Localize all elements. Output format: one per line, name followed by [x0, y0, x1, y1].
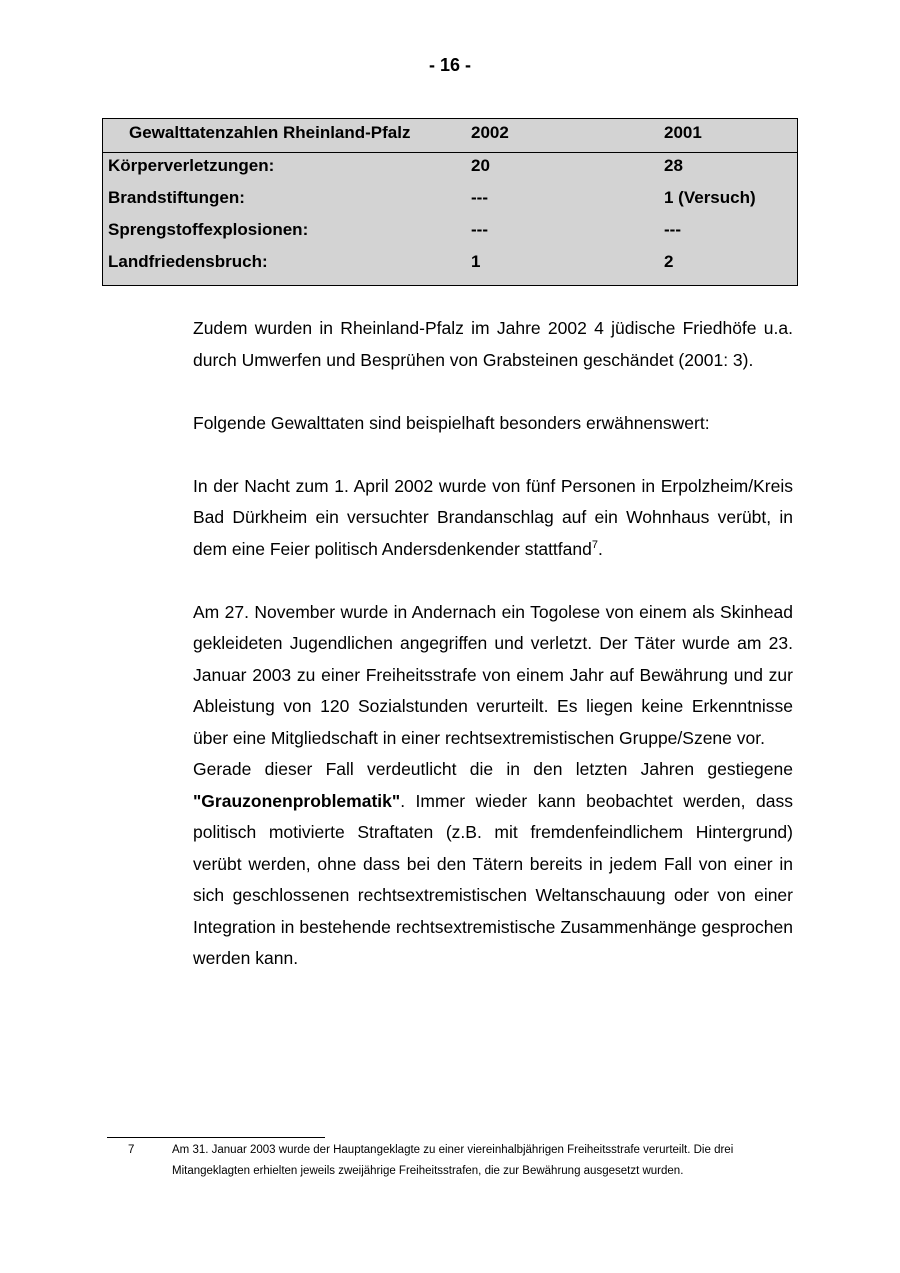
- paragraph-arson-end: .: [597, 538, 603, 559]
- table-row: [103, 249, 797, 281]
- table-header-title: Gewalttatenzahlen Rheinland-Pfalz: [129, 123, 411, 142]
- row-label: Sprengstoffexplosionen:: [108, 220, 309, 239]
- table-header-2001: 2001: [664, 123, 702, 142]
- row-value-2001: 1 (Versuch): [664, 188, 756, 207]
- paragraph-arson-case: [193, 471, 793, 566]
- paragraph-intro-cases: Folgende Gewalttaten sind beispielhaft besonders erwähnenswert:: [193, 412, 710, 433]
- paragraph-cemeteries: Zudem wurden in Rheinland-Pfalz im Jahre 2002 4 jüdische Friedhöfe u.a. durch Umwerfen und Besprühen von Grabsteinen geschändet (2001: 3).: [193, 318, 793, 370]
- row-value-2002: ---: [471, 220, 488, 239]
- footnote-reference[interactable]: 7: [591, 538, 598, 551]
- row-label: Landfriedensbruch:: [108, 252, 268, 271]
- table-row: [103, 217, 797, 249]
- footnote-number: 7: [128, 1144, 135, 1156]
- row-value-2002: 1: [471, 252, 481, 271]
- row-value-2002: ---: [471, 188, 488, 207]
- grey-zone-term: "Grauzonenproblematik": [193, 790, 401, 811]
- row-label: Körperverletzungen:: [108, 156, 275, 175]
- footnote-text: Am 31. Januar 2003 wurde der Hauptangeklagte zu einer viereinhalbjährigen Freiheitsstrafe verurteilt. Die drei Mitangeklagten erhielten jeweils zweijährige Freiheitsstrafen, die zur Bewährung ausgesetzt wurden.: [172, 1144, 734, 1177]
- row-value-2002: 20: [471, 156, 490, 175]
- table-row: [103, 185, 797, 217]
- violence-statistics-table: [102, 118, 798, 286]
- paragraph-grey-zone-rest: . Immer wieder kann beobachtet werden, dass politisch motivierte Straftaten (z.B. mit fremdenfeindlichem Hintergrund) verübt werden, ohne dass bei den Tätern bereits in jedem Fall von einer in sich geschlossenen rechtsextremistischen Weltanschauung oder von einer Integration in bestehende rechtsextremistische Zusammenhänge gesprochen werden kann.: [193, 790, 793, 968]
- table-header-row: [103, 119, 797, 153]
- paragraph-andernach-case: Am 27. November wurde in Andernach ein Togolese von einem als Skinhead gekleideten Jugendlichen angegriffen und verletzt. Der Täter wurde am 23. Januar 2003 zu einer Freiheitsstrafe von einem Jahr auf Bewährung und zur Ableistung von 120 Sozialstunden verurteilt. Es liegen keine Erkenntnisse über eine Mitgliedschaft in einer rechtsextremistischen Gruppe/Szene vor.: [193, 601, 793, 748]
- body-text: [193, 313, 793, 975]
- row-value-2001: 2: [664, 252, 674, 271]
- paragraph-grey-zone: [193, 754, 793, 975]
- paragraph-arson-text: In der Nacht zum 1. April 2002 wurde von fünf Personen in Erpolzheim/Kreis Bad Dürkheim ein versuchter Brandanschlag auf ein Wohnhaus verübt, in dem eine Feier politisch Andersdenkender stattfand: [193, 475, 793, 559]
- paragraph-grey-zone-start: Gerade dieser Fall verdeutlicht die in den letzten Jahren gestiegene: [193, 759, 793, 779]
- row-label: Brandstiftungen:: [108, 188, 245, 207]
- page-number: - 16 -: [428, 55, 471, 75]
- row-value-2001: 28: [664, 156, 683, 175]
- footnote-divider: [107, 1137, 325, 1138]
- row-value-2001: ---: [664, 220, 681, 239]
- table-header-2002: 2002: [471, 123, 509, 142]
- table-row: [103, 153, 797, 185]
